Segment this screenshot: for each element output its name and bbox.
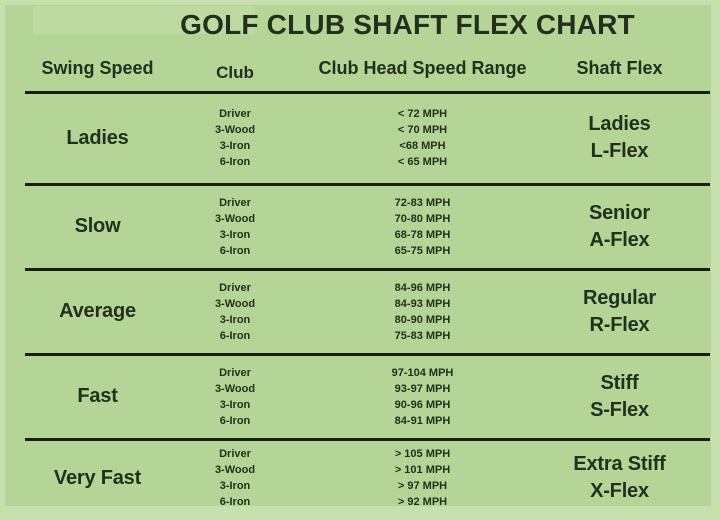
club-item: 3-Wood	[214, 382, 256, 395]
club-item: Driver	[219, 196, 251, 209]
club-item: 3-Wood	[214, 464, 256, 476]
column-header-club-head-speed-range: Club Head Speed Range	[318, 58, 527, 78]
club-item: 6-Iron	[219, 414, 251, 427]
column-header-swing-speed: Swing Speed	[41, 58, 154, 78]
speed-range-list	[300, 186, 545, 267]
swing-speed-label: Ladies	[66, 126, 129, 149]
shaft-flex-name: Extra Stiff	[573, 453, 666, 475]
shaft-flex-cell	[537, 356, 702, 437]
speed-range-item: > 97 MPH	[397, 480, 448, 492]
table-row-very-fast	[25, 441, 710, 515]
swing-speed-label: Slow	[74, 215, 121, 237]
speed-range-item: 97-104 MPH	[391, 366, 454, 379]
speed-range-item: 65-75 MPH	[394, 244, 451, 257]
club-item: 6-Iron	[219, 329, 251, 342]
swing-speed-label: Average	[59, 300, 136, 322]
club-item: 6-Iron	[219, 156, 251, 168]
shaft-flex-code: L-Flex	[590, 140, 649, 162]
speed-range-item: > 101 MPH	[394, 464, 451, 476]
swing-speed-cell	[25, 186, 170, 267]
speed-range-item: < 65 MPH	[397, 156, 448, 168]
column-header-club: Club	[216, 63, 254, 82]
speed-range-item: 84-93 MPH	[394, 297, 451, 310]
page-title: GOLF CLUB SHAFT FLEX CHART	[180, 9, 635, 40]
club-item: 6-Iron	[219, 244, 251, 257]
shaft-flex-code: R-Flex	[589, 313, 650, 336]
club-list	[170, 441, 300, 515]
swing-speed-cell	[25, 356, 170, 437]
club-item: Driver	[219, 366, 251, 379]
speed-range-item: 93-97 MPH	[394, 382, 451, 395]
club-item: 3-Iron	[219, 140, 251, 152]
speed-range-item: 70-80 MPH	[394, 212, 451, 225]
club-item: 3-Iron	[219, 228, 251, 241]
club-item: Driver	[219, 448, 251, 460]
club-item: Driver	[219, 108, 251, 120]
speed-range-item: 68-78 MPH	[394, 228, 451, 241]
speed-range-item: <68 MPH	[399, 140, 446, 152]
table-header	[25, 58, 710, 83]
speed-range-item: > 105 MPH	[394, 448, 451, 460]
table-row-ladies	[25, 94, 710, 182]
table-row-average	[25, 271, 710, 352]
club-item: 3-Iron	[219, 313, 251, 326]
swing-speed-cell	[25, 94, 170, 182]
shaft-flex-cell	[537, 441, 702, 515]
speed-range-item: 75-83 MPH	[394, 329, 451, 342]
speed-range-item: < 70 MPH	[397, 124, 448, 136]
speed-range-item: 72-83 MPH	[394, 196, 451, 209]
speed-range-item: 84-96 MPH	[394, 281, 451, 294]
club-list	[170, 271, 300, 352]
shaft-flex-name: Ladies	[588, 113, 651, 135]
club-list	[170, 356, 300, 437]
club-item: 3-Iron	[219, 480, 251, 492]
shaft-flex-name: Regular	[582, 286, 657, 309]
club-list	[170, 94, 300, 182]
swing-speed-cell	[25, 271, 170, 352]
club-item: 3-Wood	[214, 124, 256, 136]
speed-range-item: > 92 MPH	[397, 496, 448, 508]
club-item: Driver	[219, 281, 251, 294]
club-item: 3-Iron	[219, 398, 251, 411]
swing-speed-label: Very Fast	[53, 466, 142, 489]
shaft-flex-name: Stiff	[600, 371, 639, 394]
club-item: 3-Wood	[214, 297, 256, 310]
speed-range-list	[300, 356, 545, 437]
club-item: 6-Iron	[219, 496, 251, 508]
speed-range-item: 80-90 MPH	[394, 313, 451, 326]
shaft-flex-cell	[537, 186, 702, 267]
shaft-flex-cell	[537, 271, 702, 352]
swing-speed-cell	[25, 441, 170, 515]
speed-range-list	[300, 271, 545, 352]
club-list	[170, 186, 300, 267]
shaft-flex-code: A-Flex	[589, 228, 650, 251]
speed-range-item: 90-96 MPH	[394, 398, 451, 411]
column-header-shaft-flex: Shaft Flex	[576, 58, 663, 78]
swing-speed-label: Fast	[77, 385, 118, 407]
table-row-fast	[25, 356, 710, 437]
shaft-flex-name: Senior	[588, 201, 651, 224]
shaft-flex-cell	[537, 94, 702, 182]
table-row-slow	[25, 186, 710, 267]
shaft-flex-code: X-Flex	[590, 480, 649, 502]
speed-range-item: < 72 MPH	[397, 108, 448, 120]
shaft-flex-code: S-Flex	[590, 398, 649, 421]
speed-range-list	[300, 94, 545, 182]
club-item: 3-Wood	[214, 212, 256, 225]
speed-range-item: 84-91 MPH	[394, 414, 451, 427]
speed-range-list	[300, 441, 545, 515]
